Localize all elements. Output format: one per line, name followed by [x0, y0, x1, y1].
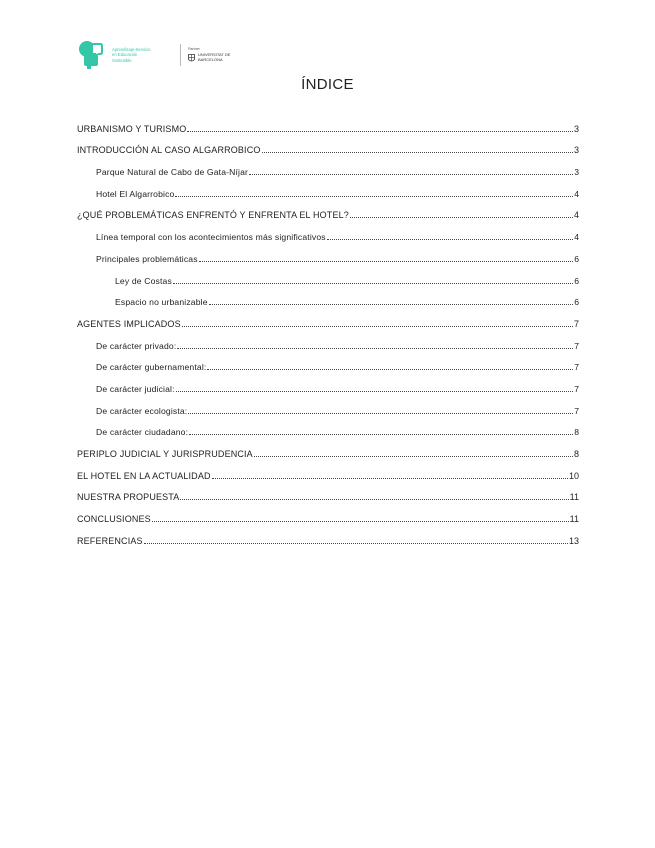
toc-entry-title: Principales problemáticas: [96, 253, 198, 264]
toc-entry[interactable]: [77, 155, 579, 177]
toc-entry[interactable]: [77, 481, 579, 503]
header-divider: [180, 44, 181, 66]
toc-entry-title: EL HOTEL EN LA ACTUALIDAD: [77, 470, 211, 481]
toc-entry[interactable]: [77, 307, 579, 329]
toc-page-number: 7: [573, 318, 579, 329]
toc-page-number: 6: [574, 297, 579, 308]
page-header: [78, 38, 230, 72]
organization-name: Aprendizaje-Servicio en Educación Sostenible: [112, 47, 151, 63]
toc-entry-title: NUESTRA PROPUESTA: [77, 492, 180, 503]
toc-entry-title: De carácter privado:: [96, 340, 177, 351]
toc-page-number: 7: [574, 383, 579, 394]
toc-dot-leader: [175, 196, 573, 197]
toc-entry-title: ¿QUÉ PROBLEMÁTICAS ENFRENTÓ Y ENFRENTA EL HOTEL?: [77, 210, 349, 221]
toc-dot-leader: [254, 456, 573, 457]
toc-dot-leader: [187, 131, 573, 132]
toc-page-number: 8: [574, 427, 579, 438]
toc-dot-leader: [207, 369, 573, 370]
university-crest-icon: [188, 54, 195, 63]
toc-dot-leader: [327, 239, 574, 240]
toc-entry-title: Línea temporal con los acontecimientos más significativos: [96, 232, 326, 243]
partner-logo: [188, 53, 230, 62]
organization-logo-icon: [78, 40, 106, 70]
toc-page-number: 8: [573, 449, 579, 459]
toc-entry[interactable]: [77, 394, 579, 416]
toc-entry[interactable]: [77, 416, 579, 438]
toc-entry[interactable]: [77, 264, 579, 286]
toc-entry-title: Ley de Costas: [115, 275, 172, 286]
toc-entry[interactable]: [77, 524, 579, 546]
partner-label: Partner: [188, 47, 200, 52]
toc-page-number: 11: [569, 514, 579, 525]
toc-dot-leader: [152, 521, 569, 522]
toc-page-number: 4: [574, 232, 579, 243]
toc-page-number: 6: [574, 253, 579, 264]
toc-dot-leader: [188, 413, 573, 414]
toc-entry[interactable]: [77, 329, 579, 351]
toc-page-number: 3: [573, 145, 579, 156]
toc-dot-leader: [182, 326, 573, 327]
toc-entry-title: AGENTES IMPLICADOS: [77, 318, 181, 329]
toc-entry[interactable]: [77, 459, 579, 481]
toc-dot-leader: [176, 391, 574, 392]
toc-entry[interactable]: [77, 242, 579, 264]
toc-entry-title: CONCLUSIONES: [77, 514, 151, 525]
toc-dot-leader: [262, 152, 573, 153]
toc-entry-title: URBANISMO Y TURISMO: [77, 123, 187, 134]
toc-page-number: 3: [574, 167, 579, 178]
toc-page-number: 7: [574, 405, 579, 416]
toc-entry-title: INTRODUCCIÓN AL CASO ALGARROBICO: [77, 145, 261, 156]
toc-entry[interactable]: [77, 134, 579, 156]
toc-entry[interactable]: [77, 177, 579, 199]
toc-page-number: 4: [573, 210, 579, 221]
toc-entry-title: PERIPLO JUDICIAL Y JURISPRUDENCIA: [77, 449, 253, 459]
table-of-contents: [77, 112, 579, 546]
toc-page-number: 7: [574, 362, 579, 373]
toc-dot-leader: [180, 499, 568, 500]
toc-entry-title: Parque Natural de Cabo de Gata-Níjar: [96, 167, 249, 178]
toc-page-number: 4: [574, 188, 579, 199]
toc-page-number: 6: [574, 275, 579, 286]
toc-page-number: 11: [569, 492, 579, 503]
toc-dot-leader: [350, 217, 573, 218]
toc-page-number: 13: [568, 535, 579, 546]
toc-page-number: 7: [574, 340, 579, 351]
toc-entry-title: De carácter judicial:: [96, 383, 175, 394]
toc-entry[interactable]: [77, 437, 579, 459]
partner-block: [188, 47, 230, 62]
toc-entry[interactable]: [77, 502, 579, 524]
toc-entry-title: De carácter gubernamental:: [96, 362, 207, 373]
toc-entry-title: De carácter ecologista:: [96, 405, 188, 416]
toc-dot-leader: [189, 434, 573, 435]
university-name: UNIVERSITAT DE BARCELONA: [198, 52, 231, 62]
toc-dot-leader: [212, 478, 568, 479]
toc-dot-leader: [173, 283, 573, 284]
toc-entry[interactable]: [77, 372, 579, 394]
toc-dot-leader: [177, 348, 573, 349]
toc-entry-title: REFERENCIAS: [77, 535, 143, 546]
toc-entry-title: De carácter ciudadano:: [96, 427, 189, 438]
toc-dot-leader: [209, 304, 574, 305]
page-title: ÍNDICE: [301, 76, 354, 93]
toc-dot-leader: [199, 261, 574, 262]
toc-entry[interactable]: [77, 220, 579, 242]
toc-entry[interactable]: [77, 286, 579, 308]
toc-entry[interactable]: [77, 351, 579, 373]
toc-entry-title: Hotel El Algarrobico: [96, 188, 175, 199]
toc-dot-leader: [144, 543, 568, 544]
toc-entry[interactable]: [77, 199, 579, 221]
toc-entry[interactable]: [77, 112, 579, 134]
toc-dot-leader: [249, 174, 573, 175]
toc-page-number: 3: [573, 123, 579, 134]
toc-page-number: 10: [568, 470, 579, 481]
toc-entry-title: Espacio no urbanizable: [115, 297, 208, 308]
